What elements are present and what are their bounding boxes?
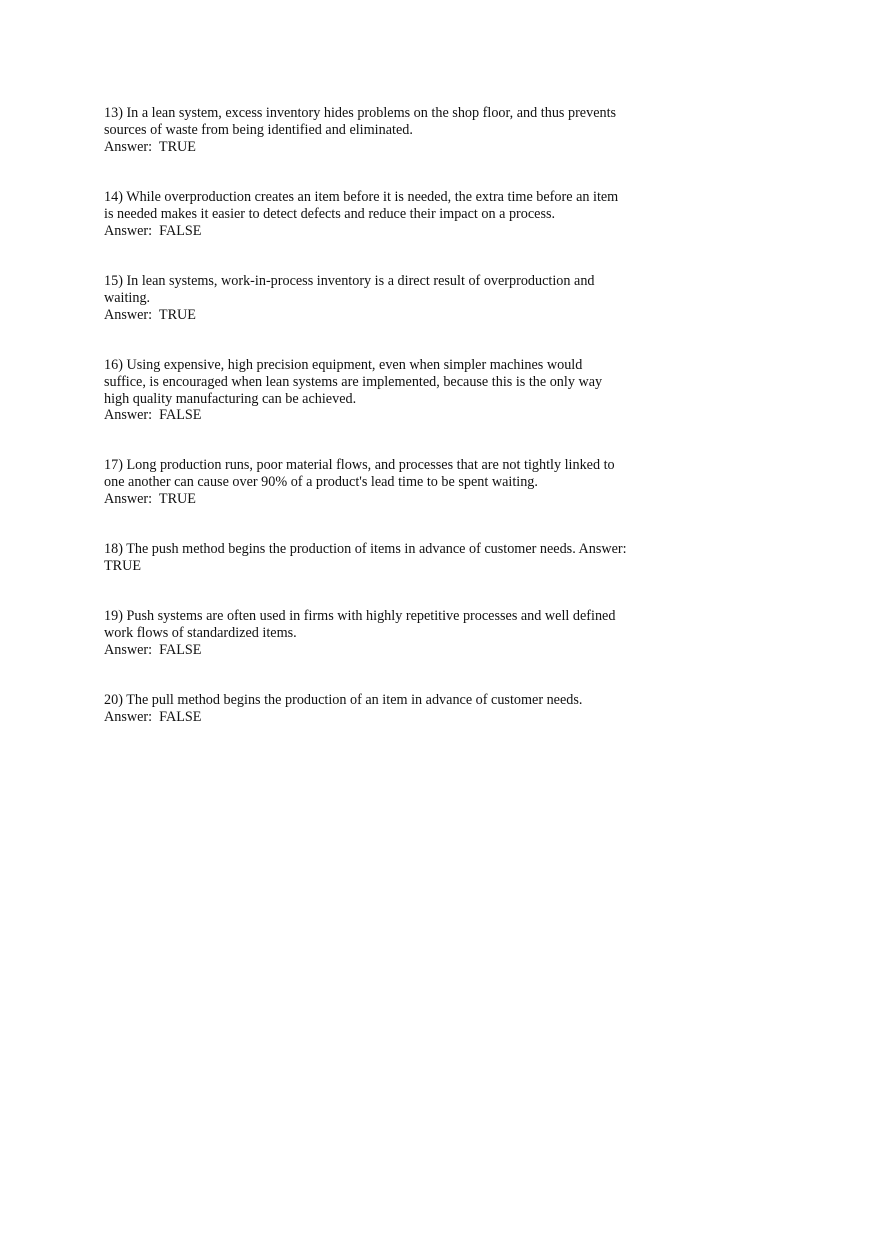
question-text-line: 15) In lean systems, work-in-process inventory is a direct result of overproduction and: [104, 273, 595, 289]
question-text-line: 19) Push systems are often used in firms with highly repetitive processes and well defined: [104, 608, 616, 624]
question-text-line: TRUE: [104, 557, 142, 574]
question-20: [104, 692, 644, 726]
question-text-line: 20) The pull method begins the production of an item in advance of customer needs.: [104, 692, 583, 708]
question-text-line: 14) While overproduction creates an item before it is needed, the extra time before an item: [104, 189, 619, 205]
question-18: [104, 541, 644, 575]
question-text-line: work flows of standardized items.: [104, 624, 297, 641]
question-16: [104, 357, 644, 424]
question-text-line: waiting.: [104, 289, 151, 306]
question-15: [104, 273, 644, 323]
answer-text: Answer: FALSE: [104, 708, 202, 725]
question-text-line: 17) Long production runs, poor material flows, and processes that are not tightly linked to: [104, 457, 615, 473]
answer-text: Answer: FALSE: [104, 641, 202, 658]
question-13: [104, 105, 644, 155]
question-text-line: high quality manufacturing can be achieved.: [104, 390, 357, 407]
question-text-line: 13) In a lean system, excess inventory hides problems on the shop floor, and thus prevents: [104, 105, 617, 121]
question-text-line: suffice, is encouraged when lean systems are implemented, because this is the only way: [104, 373, 603, 390]
question-14: [104, 189, 644, 239]
question-text-line: sources of waste from being identified and eliminated.: [104, 121, 413, 138]
question-text-line: 16) Using expensive, high precision equipment, even when simpler machines would: [104, 357, 583, 373]
question-text-line: is needed makes it easier to detect defects and reduce their impact on a process.: [104, 205, 556, 222]
question-19: [104, 608, 644, 658]
question-text-line: 18) The push method begins the production of items in advance of customer needs. Answer:: [104, 541, 627, 557]
answer-text: Answer: TRUE: [104, 306, 196, 323]
answer-text: Answer: FALSE: [104, 407, 202, 424]
question-17: [104, 457, 644, 507]
question-text-line: one another can cause over 90% of a product's lead time to be spent waiting.: [104, 473, 538, 490]
answer-text: Answer: FALSE: [104, 222, 202, 239]
answer-text: Answer: TRUE: [104, 490, 196, 507]
answer-text: Answer: TRUE: [104, 138, 196, 155]
